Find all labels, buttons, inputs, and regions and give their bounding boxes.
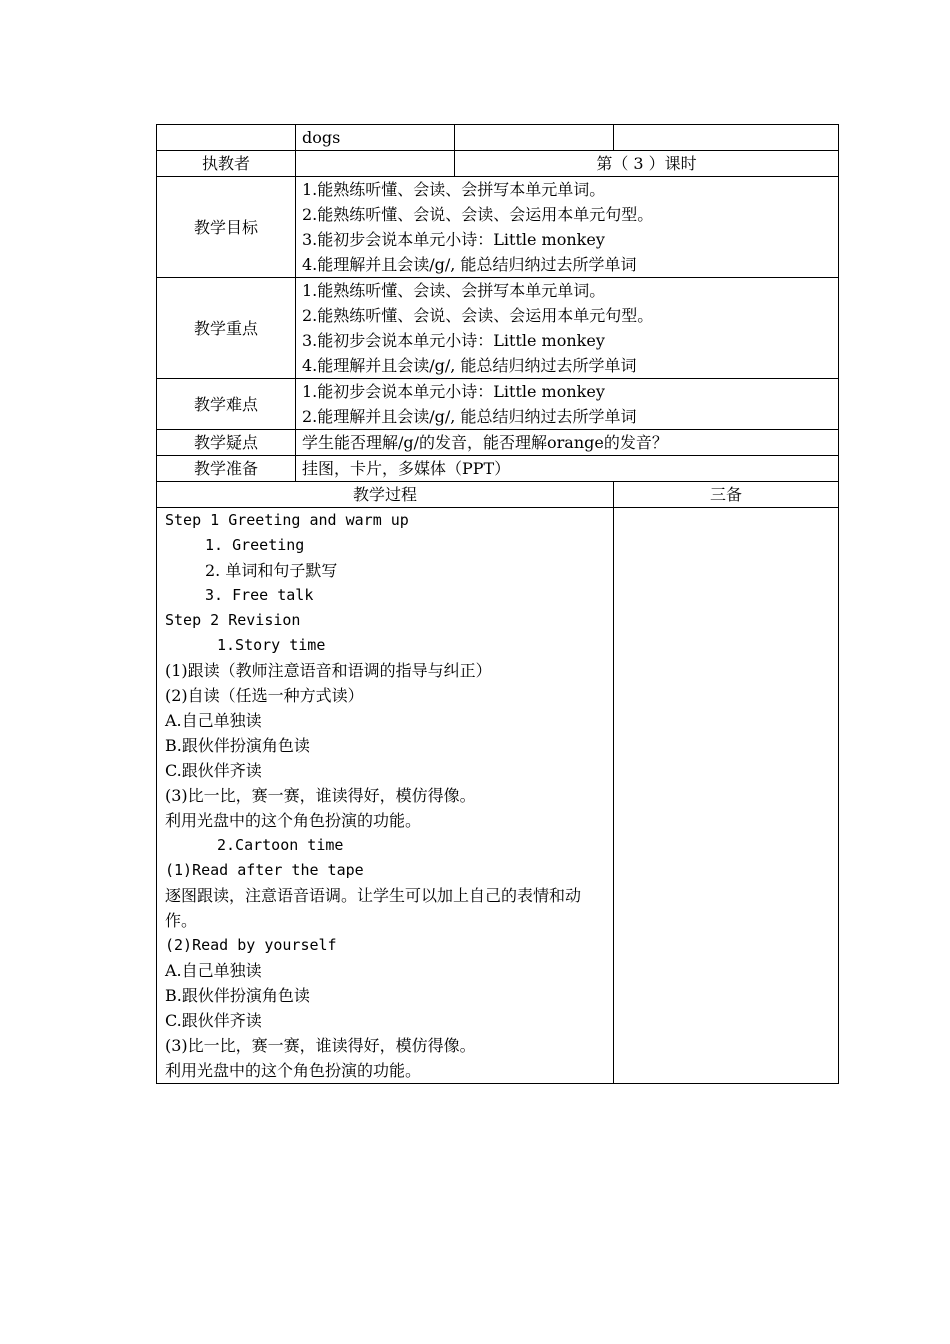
- story-time-heading: 1.Story time: [217, 636, 326, 654]
- doubts-row: [157, 430, 839, 456]
- cartoon-line: (3)比一比，赛一赛，谁读得好，模仿得像。: [165, 1036, 476, 1055]
- key-points-label: 教学重点: [157, 278, 296, 379]
- step-1-item: 3. Free talk: [205, 586, 314, 604]
- teacher-value: [296, 151, 455, 177]
- doubts-label: 教学疑点: [157, 430, 296, 456]
- top-row-blank: [157, 125, 296, 151]
- story-line: (1)跟读（教师注意语音和语调的指导与纠正）: [165, 661, 492, 680]
- objectives-label: 教学目标: [157, 177, 296, 278]
- process-row: [157, 508, 839, 1084]
- top-row-col3: [455, 125, 614, 151]
- cartoon-line: A.自己单独读: [165, 961, 262, 980]
- step-2-title: Step 2 Revision: [165, 611, 301, 629]
- preparation-row: [157, 456, 839, 482]
- key-points-row: [157, 278, 839, 379]
- story-line: B.跟伙伴扮演角色读: [165, 736, 310, 755]
- cartoon-line: C.跟伙伴齐读: [165, 1011, 262, 1030]
- key-point-item: 1.能熟练听懂、会读、会拼写本单元单词。: [302, 281, 606, 300]
- objective-item: 2.能熟练听懂、会说、会读、会运用本单元句型。: [302, 205, 654, 224]
- step-1-item: 2. 单词和句子默写: [205, 561, 338, 580]
- story-line: 利用光盘中的这个角色扮演的功能。: [165, 811, 422, 830]
- top-row-col4: [614, 125, 839, 151]
- objective-item: 3.能初步会说本单元小诗：Little monkey: [302, 230, 605, 249]
- cartoon-line: (2)Read by yourself: [165, 936, 337, 954]
- notes-header: 三备: [614, 482, 839, 508]
- difficulties-row: [157, 379, 839, 430]
- key-point-item: 3.能初步会说本单元小诗：Little monkey: [302, 331, 605, 350]
- lesson-plan-document: [156, 124, 838, 1084]
- objectives-row: [157, 177, 839, 278]
- story-line: C.跟伙伴齐读: [165, 761, 262, 780]
- teacher-label: 执教者: [157, 151, 296, 177]
- cartoon-time-heading: 2.Cartoon time: [217, 836, 344, 854]
- top-row: [157, 125, 839, 151]
- preparation-content: 挂图，卡片，多媒体（PPT）: [296, 456, 839, 482]
- difficulties-content: [296, 379, 839, 430]
- objective-item: 4.能理解并且会读/g/, 能总结归纳过去所学单词: [302, 255, 637, 274]
- cartoon-line: B.跟伙伴扮演角色读: [165, 986, 310, 1005]
- story-line: (3)比一比，赛一赛，谁读得好，模仿得像。: [165, 786, 476, 805]
- objective-item: 1.能熟练听懂、会读、会拼写本单元单词。: [302, 180, 606, 199]
- difficulty-item: 2.能理解并且会读/g/, 能总结归纳过去所学单词: [302, 407, 637, 426]
- cartoon-line: 逐图跟读，注意语音语调。让学生可以加上自己的表情和动作。: [165, 886, 582, 930]
- story-line: A.自己单独读: [165, 711, 262, 730]
- cartoon-line: 利用光盘中的这个角色扮演的功能。: [165, 1061, 422, 1080]
- doubts-content: 学生能否理解/g/的发音，能否理解orange的发音？: [296, 430, 839, 456]
- difficulty-item: 1.能初步会说本单元小诗：Little monkey: [302, 382, 605, 401]
- objectives-content: [296, 177, 839, 278]
- story-line: (2)自读（任选一种方式读）: [165, 686, 364, 705]
- teacher-row: [157, 151, 839, 177]
- process-content: [157, 508, 614, 1084]
- process-header-row: [157, 482, 839, 508]
- difficulties-label: 教学难点: [157, 379, 296, 430]
- step-1-item: 1. Greeting: [205, 536, 305, 554]
- cartoon-line: (1)Read after the tape: [165, 861, 364, 879]
- key-point-item: 4.能理解并且会读/g/, 能总结归纳过去所学单词: [302, 356, 637, 375]
- process-header: 教学过程: [157, 482, 614, 508]
- step-1-title: Step 1 Greeting and warm up: [165, 511, 409, 529]
- key-points-content: [296, 278, 839, 379]
- preparation-label: 教学准备: [157, 456, 296, 482]
- key-point-item: 2.能熟练听懂、会说、会读、会运用本单元句型。: [302, 306, 654, 325]
- lesson-plan-table: [156, 124, 839, 1084]
- top-row-dogs: dogs: [296, 125, 455, 151]
- notes-content: [614, 508, 839, 1084]
- lesson-number: 第（ 3 ）课时: [455, 151, 839, 177]
